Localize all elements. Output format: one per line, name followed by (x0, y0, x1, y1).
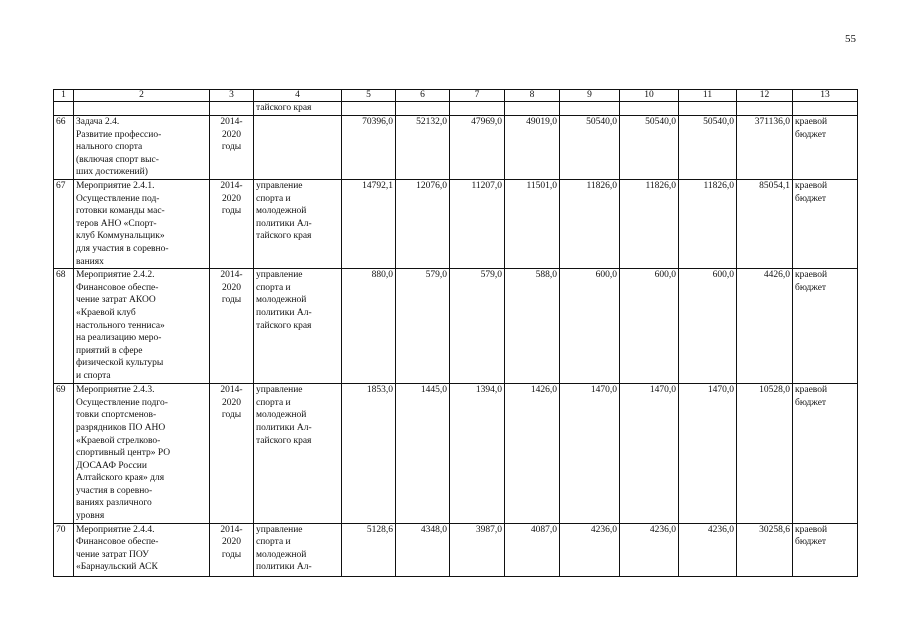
row-number-cell: 66 (54, 116, 74, 180)
column-header: 8 (505, 90, 560, 102)
amount-cell: 4236,0 (620, 523, 679, 576)
activity-name-cell: Задача 2.4. Развитие профессио- нального спорта (включая спорт выс- ших достижений) (74, 116, 210, 180)
column-number-header-row (54, 90, 858, 102)
amount-cell: 50540,0 (679, 116, 737, 180)
amount-cell: 50540,0 (560, 116, 620, 180)
amount-cell: 49019,0 (505, 116, 560, 180)
total-cell: 4426,0 (737, 269, 793, 384)
total-cell: 30258,6 (737, 523, 793, 576)
column-header: 5 (342, 90, 396, 102)
amount-cell: 4236,0 (679, 523, 737, 576)
period-cell: 2014- 2020 годы (210, 116, 254, 180)
amount-cell: 1394,0 (450, 384, 505, 524)
column-header: 7 (450, 90, 505, 102)
amount-cell: 600,0 (560, 269, 620, 384)
period-cell: 2014- 2020 годы (210, 269, 254, 384)
amount-cell: 11826,0 (560, 179, 620, 268)
amount-cell: 1426,0 (505, 384, 560, 524)
column-header: 2 (74, 90, 210, 102)
table-cell (74, 102, 210, 116)
activity-name-cell: Мероприятие 2.4.1. Осуществление под- готовки команды мас- теров АНО «Спорт- клуб Коммунальщик» для участия в соревно- ваниях (74, 179, 210, 268)
period-cell: 2014- 2020 годы (210, 384, 254, 524)
page-number: 55 (845, 33, 856, 45)
column-header: 9 (560, 90, 620, 102)
amount-cell: 880,0 (342, 269, 396, 384)
column-header: 13 (793, 90, 858, 102)
table-cell (620, 102, 679, 116)
amount-cell: 11826,0 (679, 179, 737, 268)
table-cell (210, 102, 254, 116)
executor-cell: управление спорта и молодежной политики Ал- тайского края (254, 179, 342, 268)
executor-cell: управление спорта и молодежной политики Ал- тайского края (254, 269, 342, 384)
amount-cell: 12076,0 (396, 179, 450, 268)
total-cell: 85054,1 (737, 179, 793, 268)
funding-source-cell: краевой бюджет (793, 523, 858, 576)
funding-source-cell: краевой бюджет (793, 269, 858, 384)
total-cell: 10528,0 (737, 384, 793, 524)
amount-cell: 50540,0 (620, 116, 679, 180)
continuation-row (54, 102, 858, 116)
funding-source-cell: краевой бюджет (793, 384, 858, 524)
row-number-cell: 69 (54, 384, 74, 524)
amount-cell: 1470,0 (679, 384, 737, 524)
total-cell: 371136,0 (737, 116, 793, 180)
funding-source-cell: краевой бюджет (793, 179, 858, 268)
table-cell (54, 102, 74, 116)
table-cell (396, 102, 450, 116)
amount-cell: 11826,0 (620, 179, 679, 268)
activity-name-cell: Мероприятие 2.4.3. Осуществление подго- товки спортсменов- разрядников ПО АНО «Краевой стрелково- спортивный центр» РО ДОСААФ России Алтайского края» для участия в соревно- ваниях различного уровня (74, 384, 210, 524)
table-row (54, 269, 858, 384)
table-row (54, 116, 858, 180)
column-header: 11 (679, 90, 737, 102)
period-cell: 2014- 2020 годы (210, 179, 254, 268)
table-row (54, 384, 858, 524)
amount-cell: 1853,0 (342, 384, 396, 524)
program-funding-table (53, 89, 858, 577)
column-header: 1 (54, 90, 74, 102)
column-header: 3 (210, 90, 254, 102)
executor-cell: управление спорта и молодежной политики Ал- (254, 523, 342, 576)
amount-cell: 1470,0 (620, 384, 679, 524)
column-header: 10 (620, 90, 679, 102)
amount-cell: 5128,6 (342, 523, 396, 576)
amount-cell: 11501,0 (505, 179, 560, 268)
amount-cell: 579,0 (396, 269, 450, 384)
amount-cell: 4087,0 (505, 523, 560, 576)
executor-cell: тайского края (254, 102, 342, 116)
period-cell: 2014- 2020 годы (210, 523, 254, 576)
column-header: 4 (254, 90, 342, 102)
table-cell (505, 102, 560, 116)
funding-source-cell: краевой бюджет (793, 116, 858, 180)
amount-cell: 588,0 (505, 269, 560, 384)
table-cell (450, 102, 505, 116)
amount-cell: 1470,0 (560, 384, 620, 524)
table-row (54, 179, 858, 268)
activity-name-cell: Мероприятие 2.4.2. Финансовое обеспе- чение затрат АКОО «Краевой клуб настольного тенниса» на реализацию меро- приятий в сфере физической культуры и спорта (74, 269, 210, 384)
table-row (54, 523, 858, 576)
row-number-cell: 68 (54, 269, 74, 384)
table-cell (560, 102, 620, 116)
executor-cell (254, 116, 342, 180)
amount-cell: 579,0 (450, 269, 505, 384)
table-cell (793, 102, 858, 116)
table-cell (737, 102, 793, 116)
column-header: 6 (396, 90, 450, 102)
amount-cell: 11207,0 (450, 179, 505, 268)
amount-cell: 47969,0 (450, 116, 505, 180)
table-cell (342, 102, 396, 116)
amount-cell: 3987,0 (450, 523, 505, 576)
amount-cell: 70396,0 (342, 116, 396, 180)
executor-cell: управление спорта и молодежной политики Ал- тайского края (254, 384, 342, 524)
row-number-cell: 67 (54, 179, 74, 268)
activity-name-cell: Мероприятие 2.4.4. Финансовое обеспе- чение затрат ПОУ «Барнаульский АСК (74, 523, 210, 576)
column-header: 12 (737, 90, 793, 102)
amount-cell: 14792,1 (342, 179, 396, 268)
amount-cell: 52132,0 (396, 116, 450, 180)
amount-cell: 600,0 (679, 269, 737, 384)
amount-cell: 4348,0 (396, 523, 450, 576)
table-cell (679, 102, 737, 116)
amount-cell: 1445,0 (396, 384, 450, 524)
amount-cell: 600,0 (620, 269, 679, 384)
row-number-cell: 70 (54, 523, 74, 576)
amount-cell: 4236,0 (560, 523, 620, 576)
